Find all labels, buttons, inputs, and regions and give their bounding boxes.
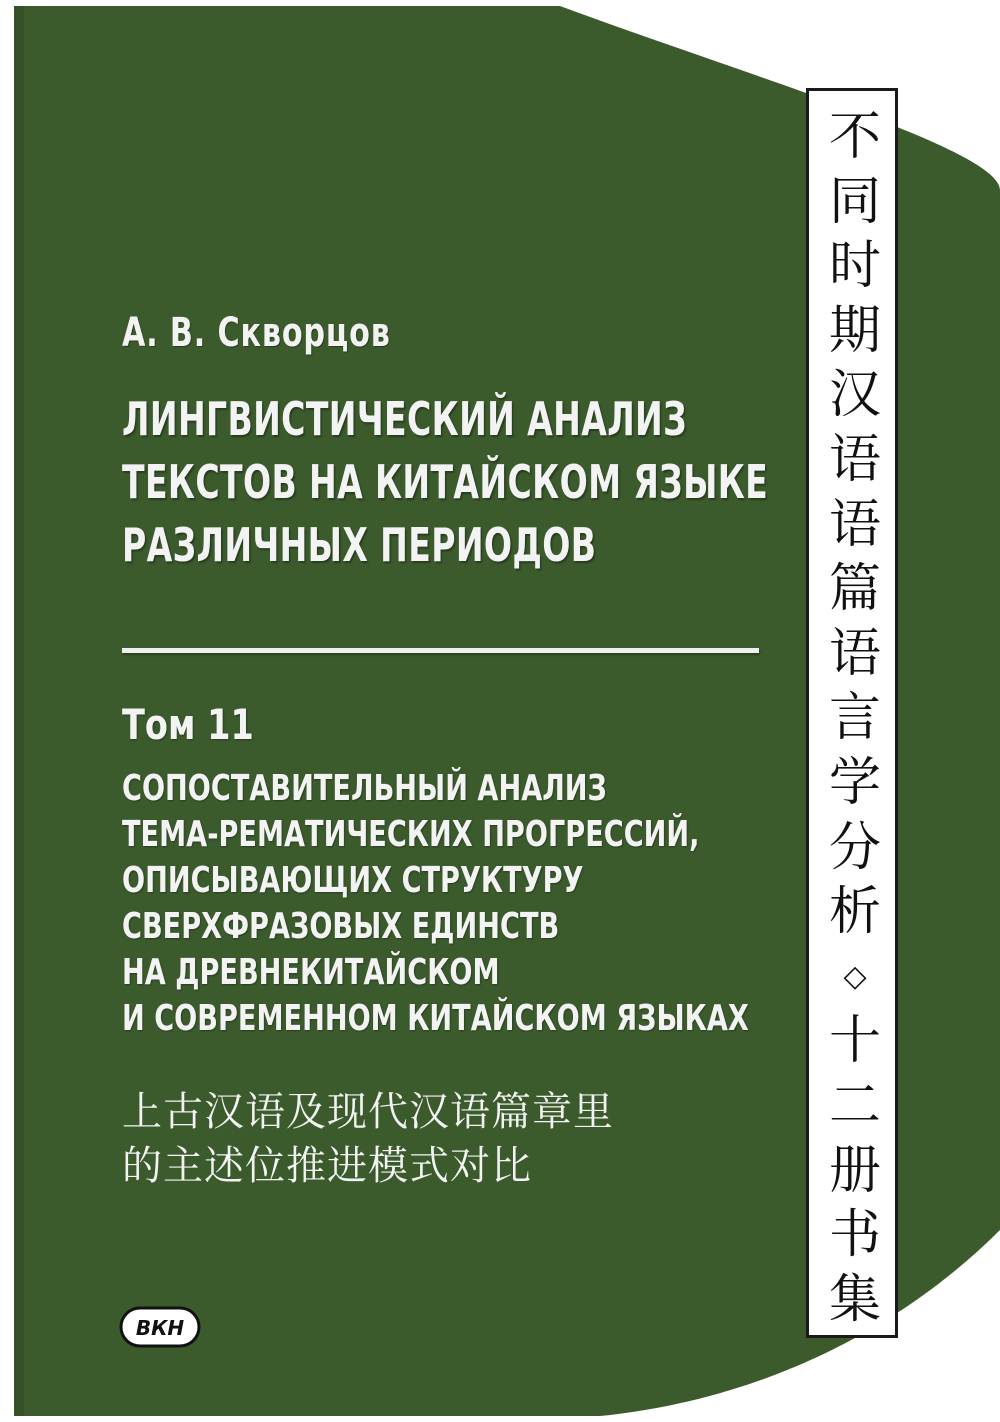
title-line-3: РАЗЛИЧНЫХ ПЕРИОДОВ bbox=[122, 518, 597, 572]
author-name: А. В. Скворцов bbox=[122, 310, 391, 356]
spine-char: 析 bbox=[828, 882, 881, 943]
spine-char: 期 bbox=[828, 300, 881, 361]
spine-char: 语 bbox=[828, 623, 881, 684]
vertical-series-title bbox=[806, 88, 898, 1338]
spine-char: 时 bbox=[828, 236, 881, 297]
subtitle-line-3: ОПИСЫВАЮЩИХ СТРУКТУРУ bbox=[122, 860, 584, 901]
spine-char: 同 bbox=[828, 171, 881, 232]
title-divider bbox=[122, 648, 759, 653]
spine-char: 篇 bbox=[828, 559, 881, 620]
diamond-separator-icon: ◇ bbox=[843, 958, 867, 994]
title-line-2: ТЕКСТОВ НА КИТАЙСКОМ ЯЗЫКЕ bbox=[122, 455, 769, 509]
subtitle-line-1: СОПОСТАВИТЕЛЬНЫЙ АНАЛИЗ bbox=[122, 768, 607, 809]
publisher-logo bbox=[118, 1305, 202, 1349]
subtitle-line-2: ТЕМА-РЕМАТИЧЕСКИХ ПРОГРЕССИЙ, bbox=[122, 814, 700, 855]
spine-char: 分 bbox=[828, 817, 881, 878]
spine-char: 不 bbox=[828, 107, 881, 167]
spine-char: 集 bbox=[828, 1269, 881, 1330]
spine-char: 语 bbox=[828, 494, 881, 555]
spine-char: 言 bbox=[828, 688, 881, 749]
spine-char: 十 bbox=[828, 1011, 881, 1072]
spine-char: 语 bbox=[828, 430, 881, 490]
publisher-logo-text: ВКН bbox=[135, 1316, 185, 1340]
spine-char: 学 bbox=[828, 753, 881, 813]
chinese-subtitle-line-1: 上古汉语及现代汉语篇章里 bbox=[122, 1089, 614, 1135]
subtitle-line-5: НА ДРЕВНЕКИТАЙСКОМ bbox=[122, 952, 500, 993]
subtitle-line-6: И СОВРЕМЕННОМ КИТАЙСКОМ ЯЗЫКАХ bbox=[122, 998, 749, 1039]
spine-char: 书 bbox=[828, 1205, 881, 1266]
spine-char: 汉 bbox=[828, 365, 881, 426]
spine-char: 册 bbox=[828, 1140, 881, 1201]
chinese-subtitle-line-2: 的主述位推进模式对比 bbox=[122, 1143, 532, 1189]
title-line-1: ЛИНГВИСТИЧЕСКИЙ АНАЛИЗ bbox=[122, 392, 688, 446]
volume-number: Том 11 bbox=[122, 700, 254, 749]
spine-char: 二 bbox=[828, 1076, 881, 1136]
subtitle-line-4: СВЕРХФРАЗОВЫХ ЕДИНСТВ bbox=[122, 906, 560, 947]
